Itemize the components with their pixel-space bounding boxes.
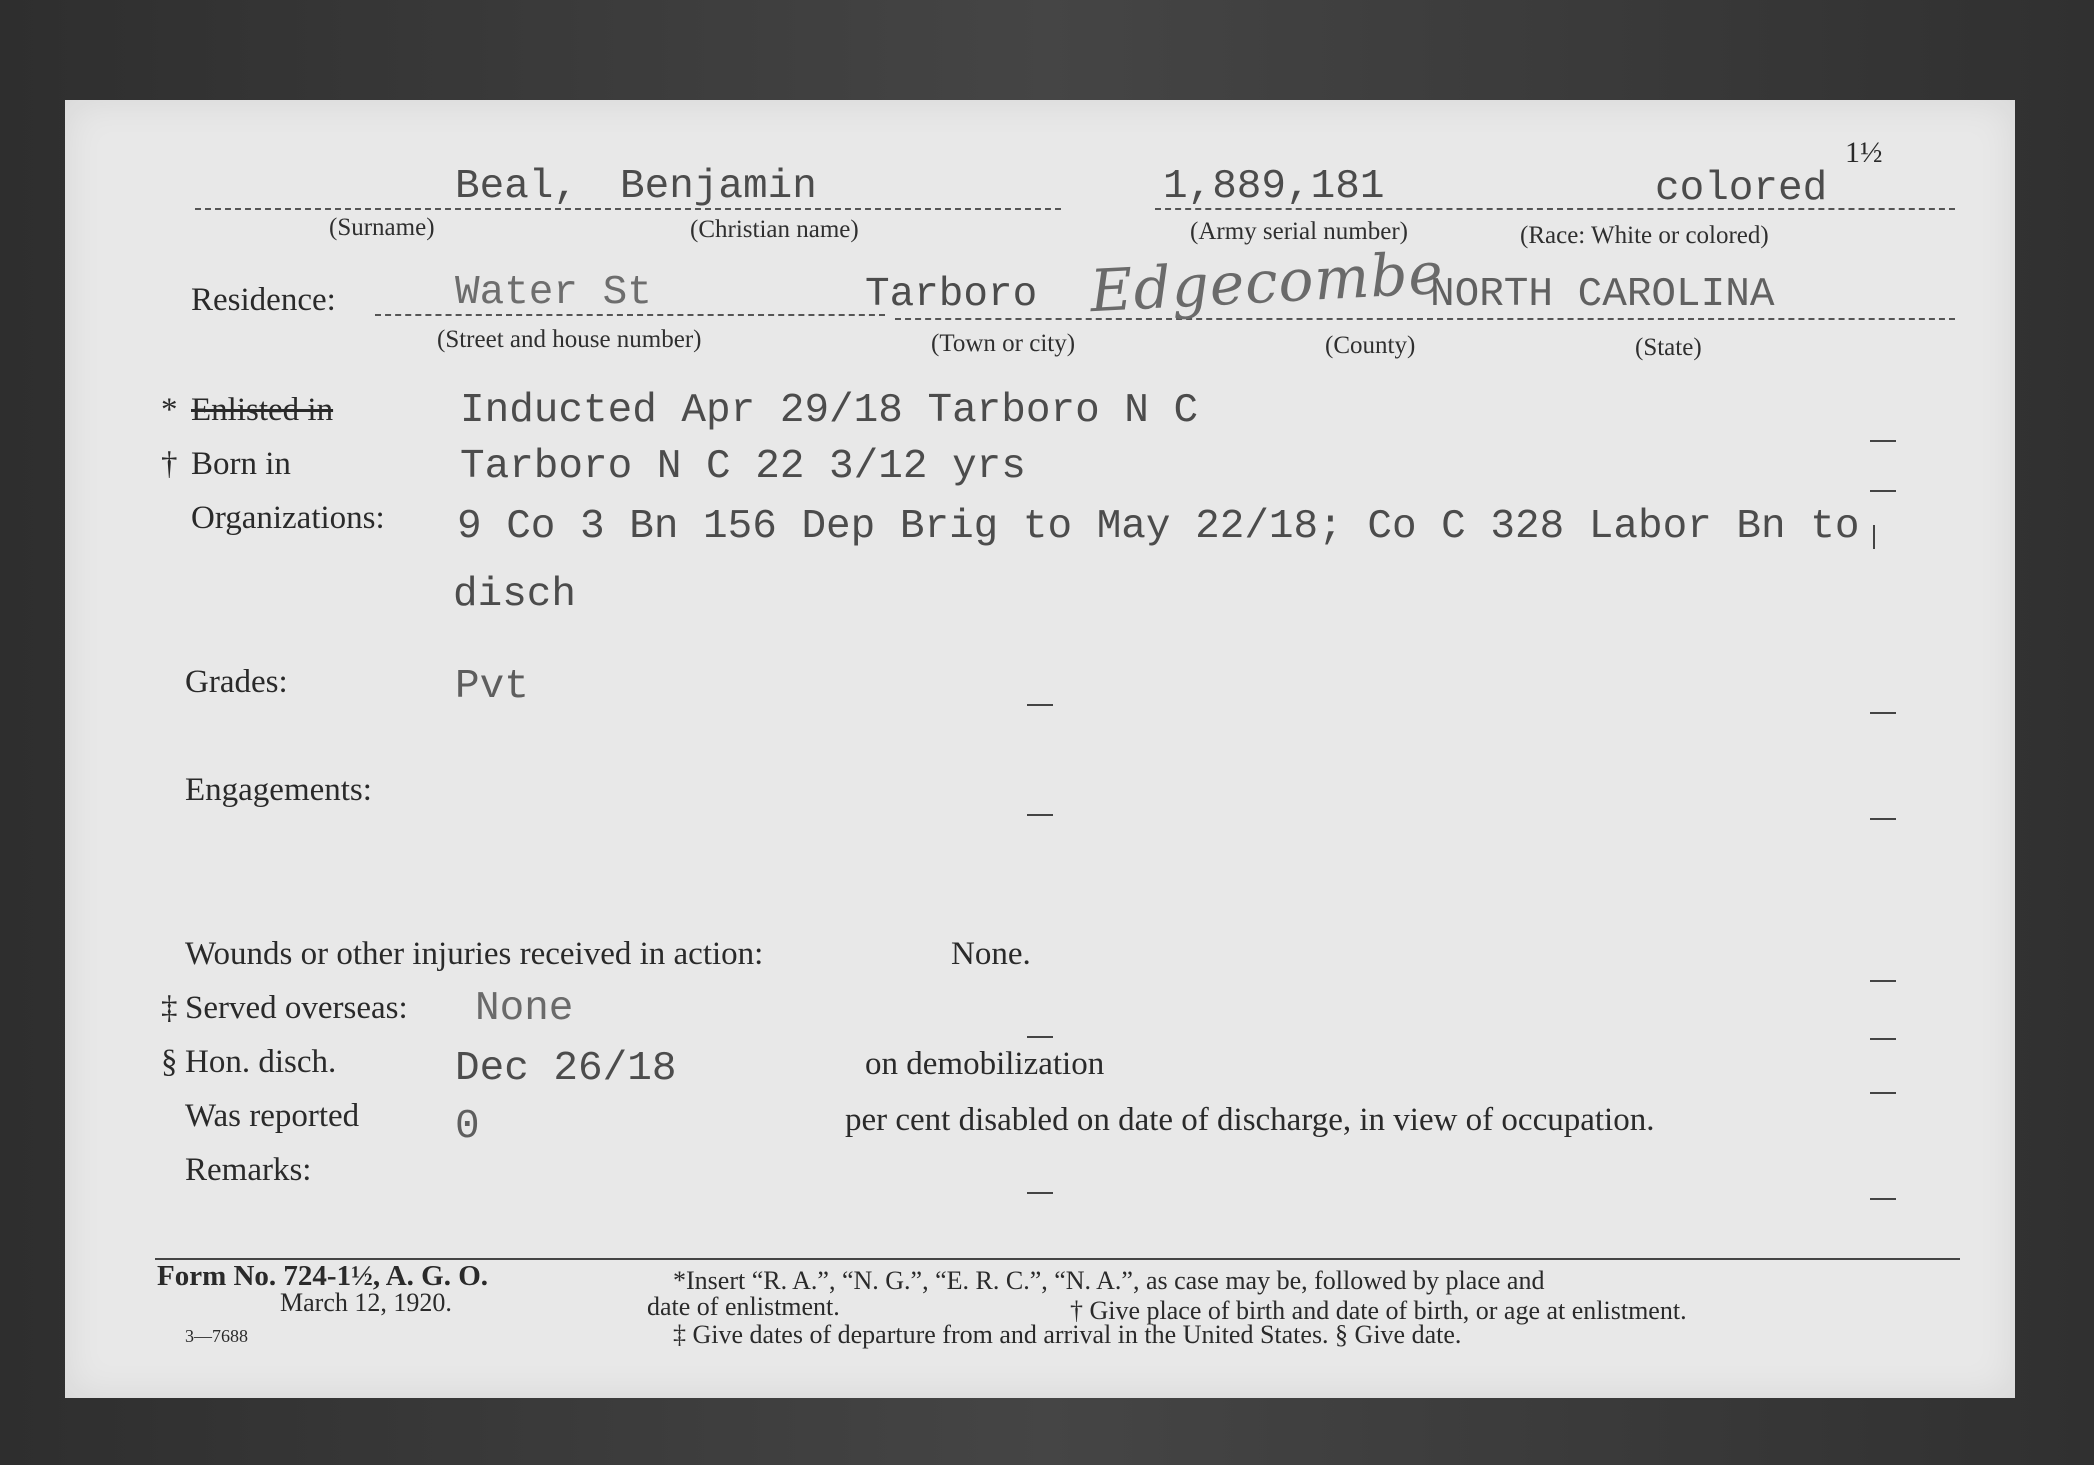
overseas-label: Served overseas: — [185, 990, 408, 1026]
field-dash — [1027, 1036, 1053, 1038]
serial-number-caption: (Army serial number) — [1190, 218, 1408, 245]
organizations-label: Organizations: — [191, 500, 385, 536]
christian-name-value: Benjamin — [620, 164, 817, 210]
christian-name-caption: (Christian name) — [690, 216, 859, 243]
overseas-value: None — [475, 986, 574, 1032]
form-number: Form No. 724-1½, A. G. O. — [157, 1260, 489, 1292]
organizations-line-2: disch — [453, 572, 577, 618]
reported-label: Was reported — [185, 1098, 360, 1134]
wounds-value: None. — [951, 936, 1031, 972]
surname-value: Beal, — [455, 164, 579, 210]
wounds-label: Wounds or other injuries received in action: — [185, 936, 764, 972]
serial-number-value: 1,889,181 — [1163, 164, 1385, 210]
state-value: NORTH CAROLINA — [1430, 272, 1775, 318]
hon-disch-value: Dec 26/18 — [455, 1046, 677, 1092]
footnote-enlisted-cont: date of enlistment. — [647, 1292, 840, 1321]
field-dash — [1870, 1092, 1896, 1094]
remarks-label: Remarks: — [185, 1152, 312, 1188]
corner-mark: 1½ — [1845, 136, 1883, 169]
form-date: March 12, 1920. — [280, 1288, 452, 1317]
margin-mark — [1873, 525, 1875, 549]
overseas-marker: ‡ — [161, 990, 178, 1026]
town-county-state-line — [895, 318, 1955, 320]
field-dash — [1027, 1192, 1053, 1194]
born-marker: † — [161, 446, 178, 482]
residence-label: Residence: — [191, 282, 336, 318]
footnote-born: † Give place of birth and date of birth, or age at enlistment. — [1070, 1296, 1687, 1325]
town-caption: (Town or city) — [931, 330, 1076, 357]
service-record-card — [65, 100, 2015, 1398]
race-value: colored — [1655, 166, 1828, 212]
county-handwritten: Edgecombe — [1088, 238, 1446, 326]
field-dash — [1870, 440, 1896, 442]
engagements-label: Engagements: — [185, 772, 372, 808]
field-dash — [1027, 814, 1053, 816]
field-dash — [1870, 1198, 1896, 1200]
enlisted-value: Inducted Apr 29/18 Tarboro N C — [460, 388, 1199, 434]
field-dash — [1870, 712, 1896, 714]
town-value: Tarboro — [865, 272, 1038, 318]
field-dash — [1870, 490, 1896, 492]
reported-value: 0 — [455, 1104, 480, 1150]
reported-text: per cent disabled on date of discharge, in view of occupation. — [845, 1102, 1655, 1138]
field-dash — [1870, 818, 1896, 820]
surname-caption: (Surname) — [329, 214, 435, 241]
field-dash — [1870, 980, 1896, 982]
born-value: Tarboro N C 22 3/12 yrs — [460, 444, 1026, 490]
field-dash — [1027, 704, 1053, 706]
race-caption: (Race: White or colored) — [1520, 222, 1769, 249]
grades-label: Grades: — [185, 664, 288, 700]
organizations-line-1: 9 Co 3 Bn 156 Dep Brig to May 22/18; Co C 328 Labor Bn to — [457, 504, 1860, 550]
enlisted-label: Enlisted in — [191, 392, 334, 428]
street-caption: (Street and house number) — [437, 326, 702, 353]
footnote-overseas: ‡ Give dates of departure from and arrival in the United States. § Give date. — [673, 1320, 1462, 1349]
street-value: Water St — [455, 270, 652, 316]
hon-disch-reason: on demobilization — [865, 1046, 1105, 1082]
state-caption: (State) — [1635, 334, 1702, 361]
hon-disch-label: Hon. disch. — [185, 1044, 337, 1080]
county-caption: (County) — [1325, 332, 1416, 359]
enlisted-marker: * — [161, 392, 178, 428]
hon-disch-marker: § — [161, 1044, 178, 1080]
born-label: Born in — [191, 446, 291, 482]
footnote-enlisted: *Insert “R. A.”, “N. G.”, “E. R. C.”, “N. A.”, as case may be, followed by place and — [673, 1266, 1545, 1295]
field-dash — [1870, 1038, 1896, 1040]
grades-value: Pvt — [455, 664, 529, 710]
print-code: 3—7688 — [185, 1326, 248, 1346]
